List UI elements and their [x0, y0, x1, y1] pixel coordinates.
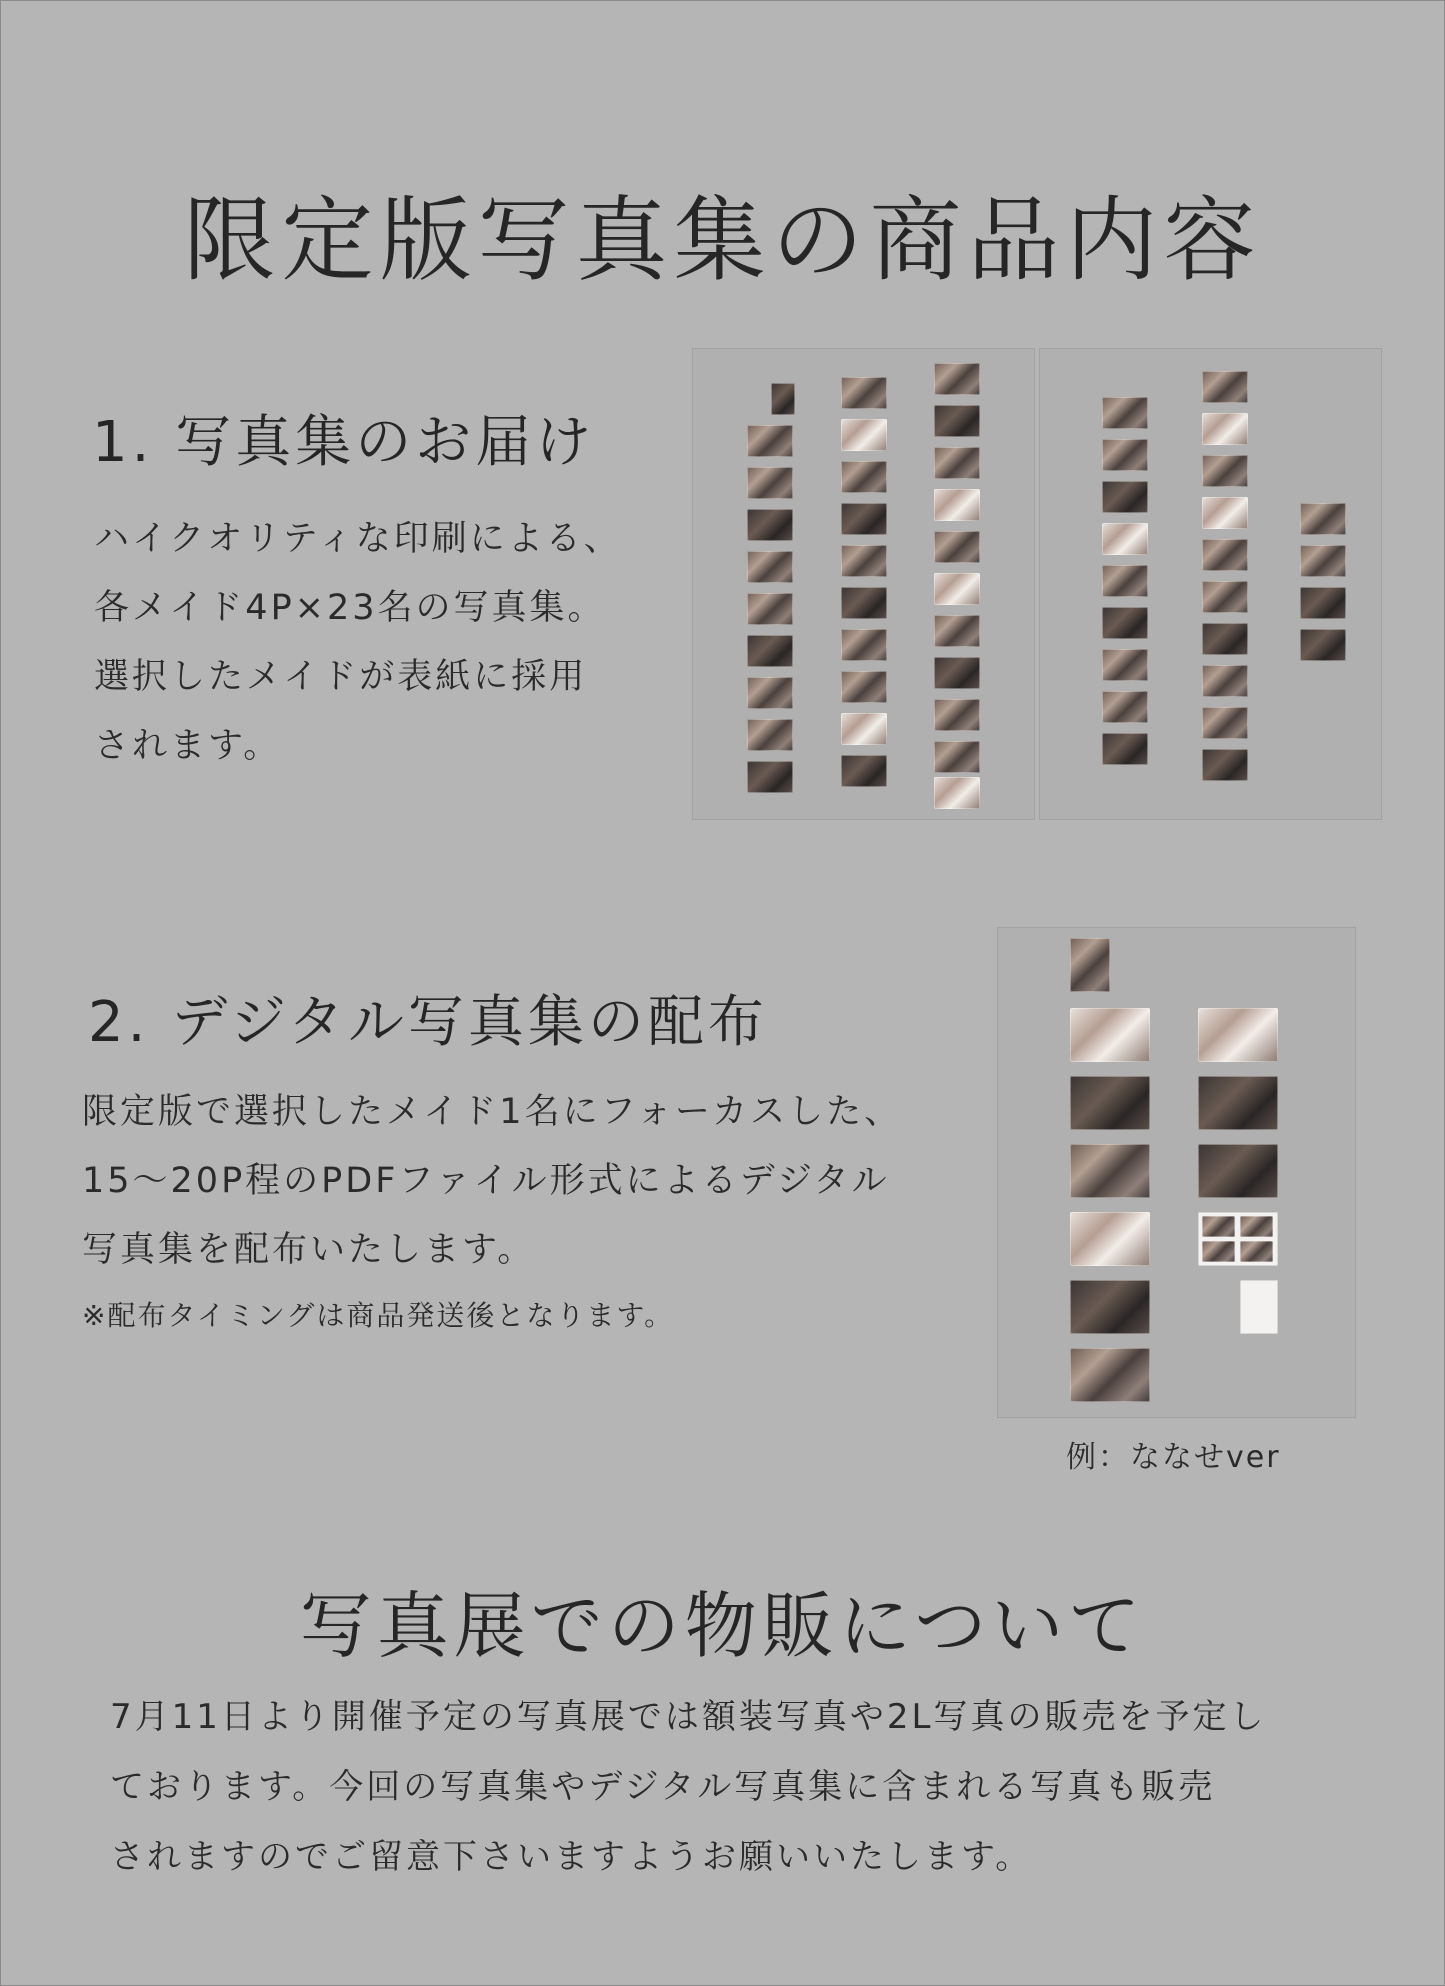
section1-line: 各メイド4P×23名の写真集。: [94, 588, 606, 628]
photo-thumbnail: [841, 671, 887, 703]
photo-thumbnail: [1202, 707, 1248, 739]
photo-spread: [1198, 1076, 1278, 1130]
photo-thumbnail: [841, 713, 887, 745]
photo-thumbnail: [1202, 1241, 1235, 1262]
section2-line: 限定版で選択したメイド1名にフォーカスした、: [82, 1092, 903, 1132]
section2-line: 写真集を配布いたします。: [82, 1230, 536, 1270]
photo-thumbnail: [1070, 938, 1110, 992]
photo-thumbnail: [841, 503, 887, 535]
back-cover-page: [1240, 1280, 1278, 1334]
photo-thumbnail: [841, 419, 887, 451]
section1-line: されます。: [94, 726, 282, 766]
photo-thumbnail: [747, 677, 793, 709]
section3-body: [110, 1682, 1266, 1892]
photo-thumbnail: [747, 593, 793, 625]
section1-body: [94, 505, 622, 781]
photo-thumbnail: [1300, 587, 1346, 619]
photo-thumbnail: [1240, 1241, 1273, 1262]
photo-thumbnail: [1102, 439, 1148, 471]
photo-spread: [1070, 1008, 1150, 1062]
photo-thumbnail: [841, 629, 887, 661]
photo-spread: [1070, 1280, 1150, 1334]
photo-thumbnail: [1102, 397, 1148, 429]
photo-spread: [1198, 1144, 1278, 1198]
photo-thumbnail: [934, 531, 980, 563]
photo-thumbnail: [934, 741, 980, 773]
photo-thumbnail: [747, 551, 793, 583]
photobook-spread-right: [1039, 348, 1382, 820]
photo-thumbnail: [1300, 545, 1346, 577]
photobook-spread-left: [692, 348, 1035, 820]
page-title: 限定版写真集の商品内容: [183, 186, 1262, 294]
digital-photobook-sample: [997, 927, 1356, 1418]
photo-thumbnail: [934, 405, 980, 437]
photo-thumbnail: [841, 755, 887, 787]
photo-thumbnail: [934, 573, 980, 605]
photo-thumbnail: [1102, 523, 1148, 555]
photo-thumbnail: [747, 467, 793, 499]
photo-thumbnail: [1202, 581, 1248, 613]
photo-thumbnail: [747, 635, 793, 667]
delivery-timing-note: ※配布タイミングは商品発送後となります。: [82, 1299, 675, 1332]
photo-thumbnail: [1300, 629, 1346, 661]
sample-caption: 例：ななせver: [1066, 1440, 1281, 1475]
photo-thumbnail: [1202, 623, 1248, 655]
photo-thumbnail: [934, 615, 980, 647]
photo-thumbnail: [841, 587, 887, 619]
photo-spread: [1070, 1144, 1150, 1198]
photo-spread: [1070, 1348, 1150, 1402]
photo-thumbnail: [934, 777, 980, 809]
photo-thumbnail: [1102, 733, 1148, 765]
photo-thumbnail: [934, 447, 980, 479]
photo-thumbnail: [1102, 481, 1148, 513]
photo-spread: [1070, 1076, 1150, 1130]
section2-line: 15～20P程のPDFファイル形式によるデジタル: [82, 1161, 890, 1201]
photo-thumbnail: [934, 699, 980, 731]
photo-thumbnail: [747, 425, 793, 457]
photo-thumbnail: [747, 509, 793, 541]
photo-thumbnail: [934, 489, 980, 521]
section3-line: されますのでご留意下さいますようお願いいたします。: [110, 1837, 1033, 1877]
photo-thumbnail: [1202, 1216, 1235, 1237]
photo-thumbnail: [841, 461, 887, 493]
photo-thumbnail: [747, 719, 793, 751]
photo-thumbnail: [1300, 503, 1346, 535]
section2-heading: 2. デジタル写真集の配布: [88, 990, 768, 1055]
section3-line: ております。今回の写真集やデジタル写真集に含まれる写真も販売: [110, 1767, 1216, 1807]
photo-spread: [1198, 1008, 1278, 1062]
photo-thumbnail: [1102, 565, 1148, 597]
photo-thumbnail: [1202, 413, 1248, 445]
photo-thumbnail: [1202, 665, 1248, 697]
photo-thumbnail: [1102, 691, 1148, 723]
photo-thumbnail: [934, 363, 980, 395]
photo-thumbnail: [1102, 649, 1148, 681]
photo-thumbnail: [934, 657, 980, 689]
photo-thumbnail: [841, 377, 887, 409]
photo-thumbnail: [841, 545, 887, 577]
section1-line: 選択したメイドが表紙に採用: [94, 657, 588, 697]
section3-heading: 写真展での物販について: [299, 1584, 1146, 1668]
section3-line: 7月11日より開催予定の写真展では額装写真や2L写真の販売を予定し: [110, 1697, 1267, 1737]
photo-spread: [1070, 1212, 1150, 1266]
photo-thumbnail: [1202, 497, 1248, 529]
section1-heading: 1. 写真集のお届け: [92, 410, 596, 475]
photo-thumbnail: [1240, 1216, 1273, 1237]
photo-thumbnail: [747, 761, 793, 793]
photo-thumbnail: [771, 383, 795, 415]
section2-body: [82, 1078, 902, 1285]
photo-thumbnail: [1202, 749, 1248, 781]
photo-thumbnail: [1202, 539, 1248, 571]
photo-thumbnail: [1202, 371, 1248, 403]
photo-thumbnail: [1202, 455, 1248, 487]
section1-line: ハイクオリティな印刷による、: [94, 519, 622, 559]
photo-spread: [1198, 1212, 1278, 1266]
photo-thumbnail: [1102, 607, 1148, 639]
